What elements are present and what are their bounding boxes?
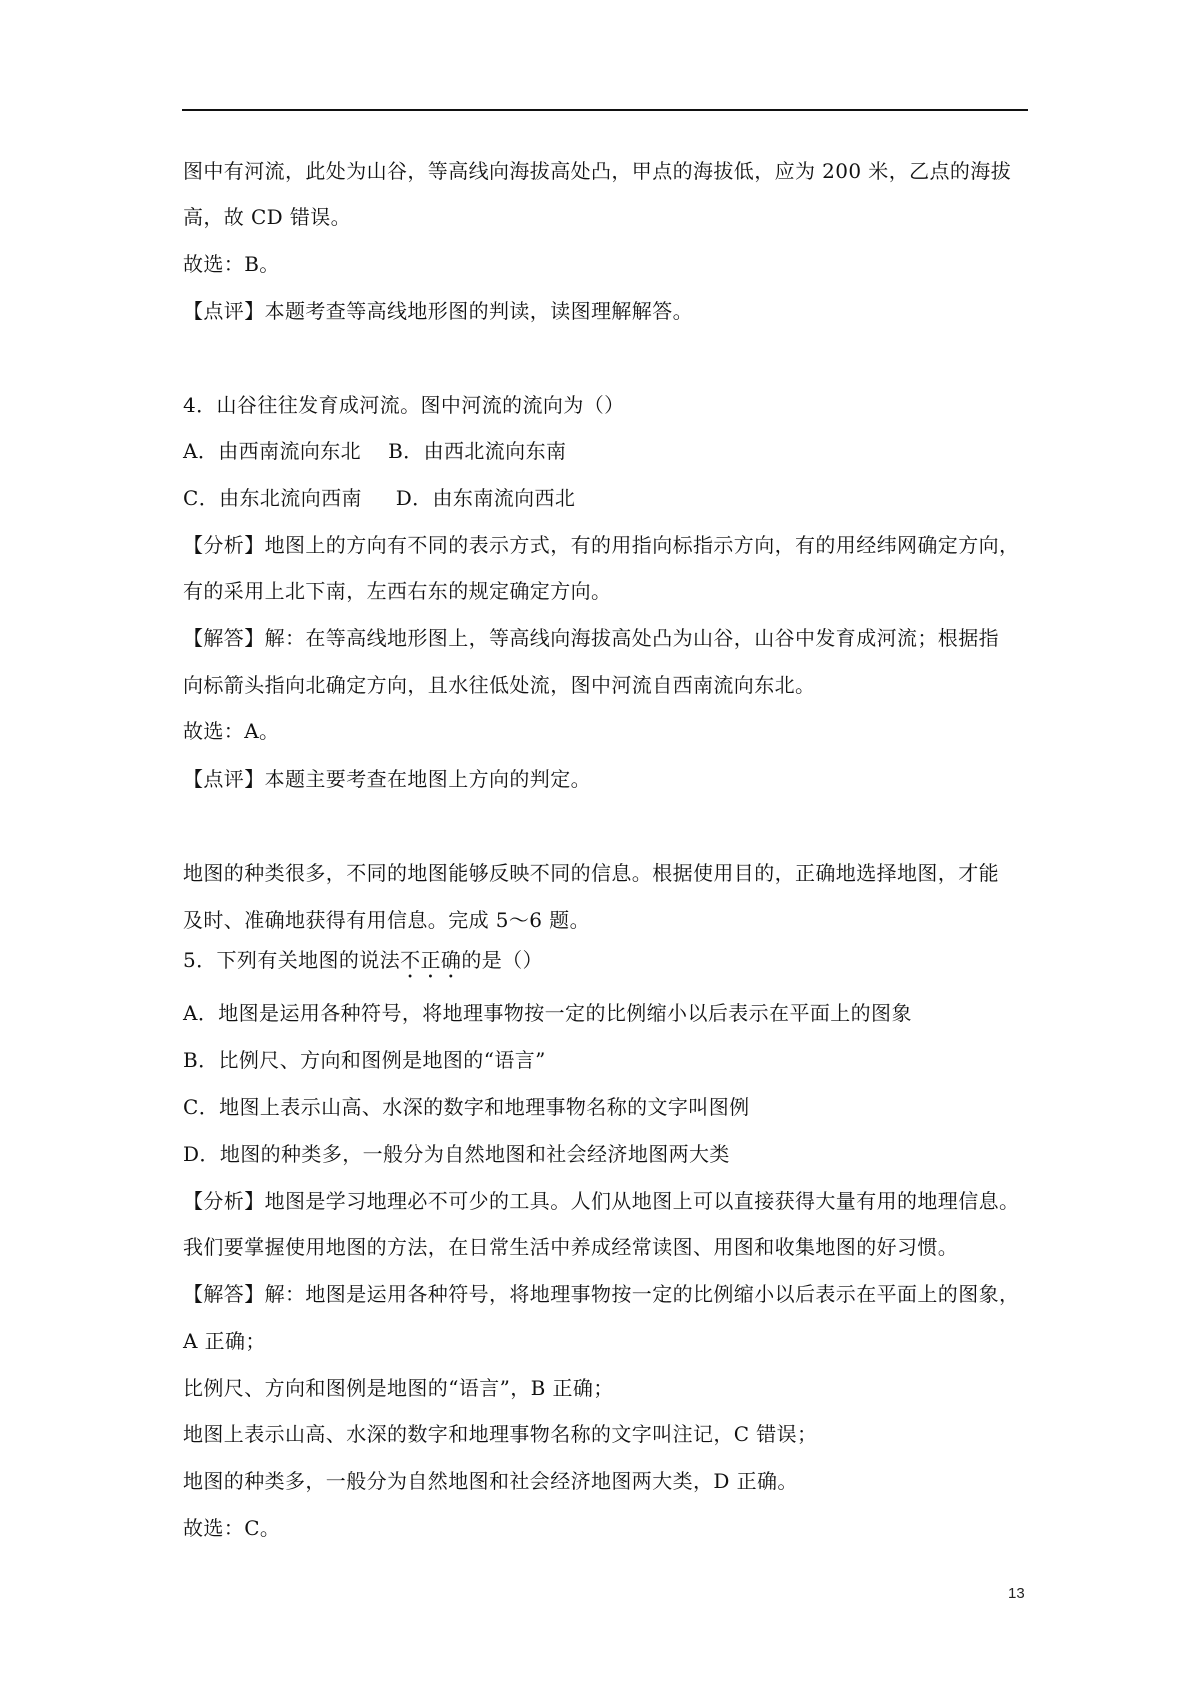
intro-line-2: 及时、准确地获得有用信息。完成 5～6 题。 bbox=[183, 908, 590, 932]
q5-solution-line-1: 【解答】解：地图是运用各种符号，将地理事物按一定的比例缩小以后表示在平面上的图象， bbox=[183, 1282, 1020, 1306]
header-rule bbox=[182, 109, 1028, 111]
q5-analysis-line-2: 我们要掌握使用地图的方法，在日常生活中养成经常读图、用图和收集地图的好习惯。 bbox=[183, 1235, 959, 1259]
q4-solution-line-1: 【解答】解：在等高线地形图上，等高线向海拔高处凸为山谷，山谷中发育成河流；根据指 bbox=[183, 626, 999, 650]
q3-review: 【点评】本题考查等高线地形图的判读，读图理解解答。 bbox=[183, 299, 693, 323]
q4-analysis-line-1: 【分析】地图上的方向有不同的表示方式，有的用指向标指示方向，有的用经纬网确定方向， bbox=[183, 533, 1020, 557]
q4-answer: 故选：A。 bbox=[183, 719, 280, 743]
q5-answer: 故选：C。 bbox=[183, 1516, 281, 1540]
q5-analysis-line-1: 【分析】地图是学习地理必不可少的工具。人们从地图上可以直接获得大量有用的地理信息。 bbox=[183, 1189, 1020, 1213]
q5-option-d: D．地图的种类多，一般分为自然地图和社会经济地图两大类 bbox=[183, 1142, 730, 1166]
q5-option-a: A．地图是运用各种符号，将地理事物按一定的比例缩小以后表示在平面上的图象 bbox=[183, 1001, 912, 1025]
q3-text-line-2: 高，故 CD 错误。 bbox=[183, 205, 352, 229]
q5-stem-after: 的是（） bbox=[461, 948, 543, 972]
q5-option-c: C．地图上表示山高、水深的数字和地理事物名称的文字叫图例 bbox=[183, 1095, 750, 1119]
q5-stem-before: 5．下列有关地图的说法 bbox=[183, 948, 401, 972]
q4-options-cd: C．由东北流向西南 D．由东南流向西北 bbox=[183, 486, 576, 510]
q5-solution-line-2: A 正确； bbox=[183, 1329, 266, 1353]
q4-options-ab: A．由西南流向东北 B．由西北流向东南 bbox=[183, 439, 567, 463]
q4-analysis-line-2: 有的采用上北下南，左西右东的规定确定方向。 bbox=[183, 579, 612, 603]
q4-stem: 4．山谷往往发育成河流。图中河流的流向为（） bbox=[183, 393, 625, 417]
q5-solution-line-4: 地图上表示山高、水深的数字和地理事物名称的文字叫注记，C 错误； bbox=[183, 1422, 818, 1446]
q5-solution-line-3: 比例尺、方向和图例是地图的“语言”，B 正确； bbox=[183, 1376, 614, 1400]
q5-stem-emphasis: 不正确 bbox=[400, 948, 462, 972]
q5-solution-line-5: 地图的种类多，一般分为自然地图和社会经济地图两大类，D 正确。 bbox=[183, 1469, 798, 1493]
page-number: 13 bbox=[1008, 1585, 1025, 1602]
q4-solution-line-2: 向标箭头指向北确定方向，且水往低处流，图中河流自西南流向东北。 bbox=[183, 673, 816, 697]
intro-line-1: 地图的种类很多，不同的地图能够反映不同的信息。根据使用目的，正确地选择地图，才能 bbox=[183, 861, 999, 885]
q5-option-b: B．比例尺、方向和图例是地图的“语言” bbox=[183, 1048, 546, 1072]
q4-review: 【点评】本题主要考查在地图上方向的判定。 bbox=[183, 767, 591, 791]
q3-text-line-1: 图中有河流，此处为山谷，等高线向海拔高处凸，甲点的海拔低，应为 200 米，乙点的海拔 bbox=[183, 159, 1012, 183]
q5-stem bbox=[183, 947, 543, 983]
q3-answer: 故选：B。 bbox=[183, 252, 280, 276]
